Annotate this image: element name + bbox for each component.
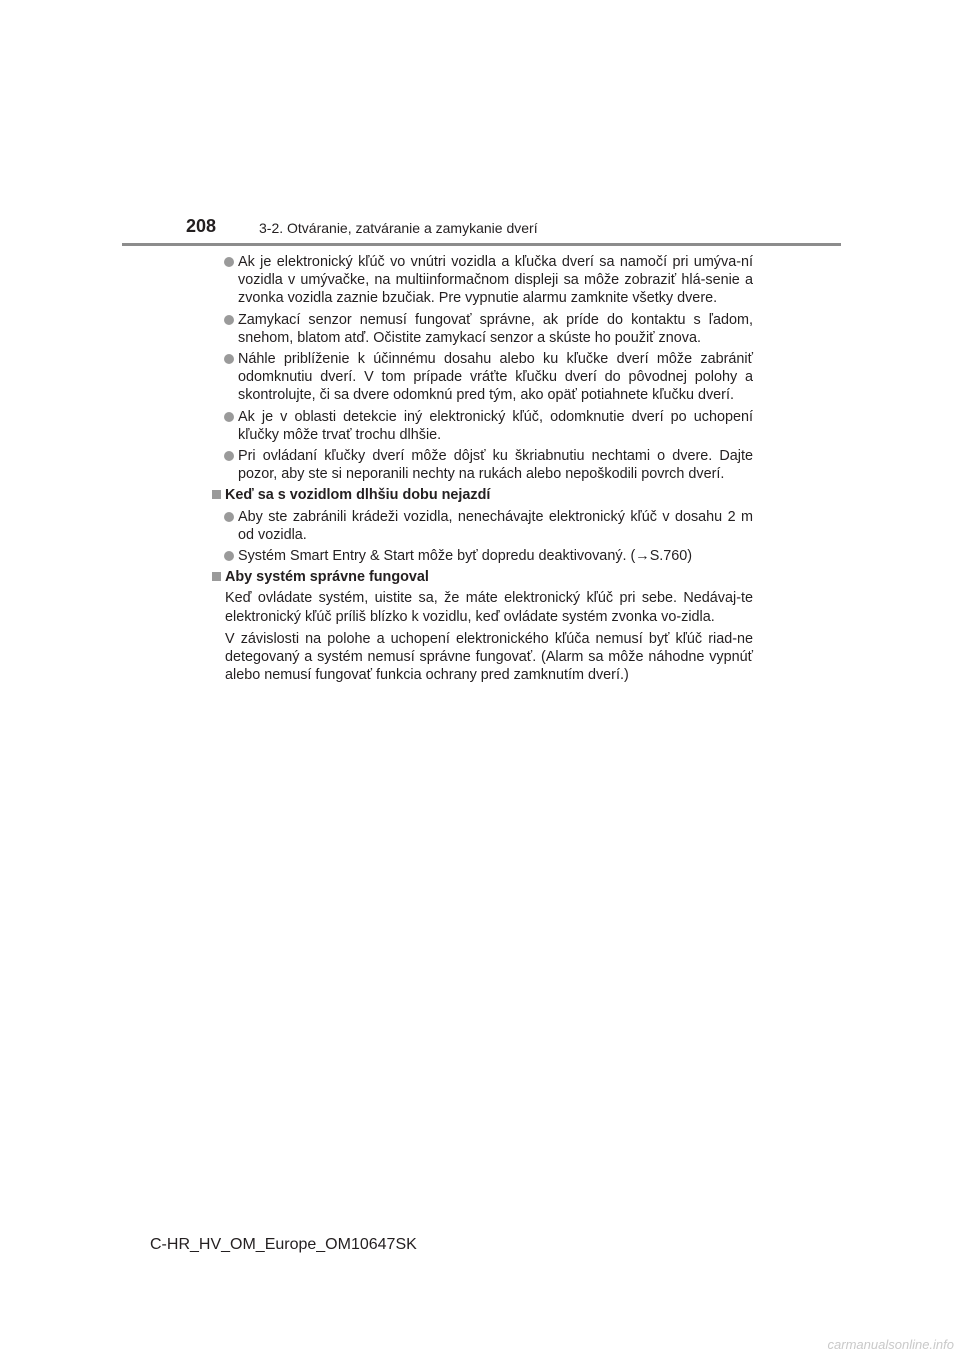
subsection-heading-text: Aby systém správne fungoval [225, 569, 429, 586]
page-header [0, 0, 960, 250]
list-item [212, 311, 753, 347]
bullet-icon [224, 551, 234, 561]
watermark: carmanualsonline.info [827, 1337, 954, 1352]
list-item [212, 350, 753, 405]
paragraph: V závislosti na polohe a uchopení elektronického kľúča nemusí byť kľúč riad-ne detegovaný a systém nemusí správne fungovať. (Alarm sa môže náhodne vypnúť alebo nemusí fungovať funkcia ochrany pred zamknutím dverí.) [225, 630, 753, 684]
list-item-text: Zamykací senzor nemusí fungovať správne, ak príde do kontaktu s ľadom, snehom, blatom atď. Očistite zamykací senzor a skúste ho použiť znova. [238, 311, 753, 346]
bullet-icon [224, 354, 234, 364]
page-number: 208 [186, 216, 217, 236]
list-item [212, 408, 753, 444]
list-item-text: Náhle priblíženie k účinnému dosahu alebo ku kľučke dverí môže zabrániť odomknutiu dverí. V tom prípade vráťte kľučku dverí do pôvodnej polohy a skontrolujte, či sa dvere odomknú pred tým, ako opäť potiahnete kľučku dverí. [238, 351, 753, 404]
square-bullet-icon [212, 572, 221, 581]
section-title: 3-2. Otváranie, zatváranie a zamykanie dverí [259, 220, 538, 236]
list-item-text: Pri ovládaní kľučky dverí môže dôjsť ku škriabnutiu nechtami o dvere. Dajte pozor, aby ste si neporanili nechty na rukách alebo nepoškodili povrch dverí. [238, 448, 753, 483]
list-item-text: Ak je v oblasti detekcie iný elektronický kľúč, odomknutie dverí po uchopení kľučky môže trvať trochu dlhšie. [238, 408, 753, 443]
subsection-heading-text: Keď sa s vozidlom dlhšiu dobu nejazdí [225, 487, 491, 504]
list-item-text: Aby ste zabránili krádeži vozidla, nenechávajte elektronický kľúč v dosahu 2 m od vozidla. [238, 508, 753, 543]
bullet-icon [224, 412, 234, 422]
subsection-heading [212, 568, 753, 586]
bullet-icon [224, 451, 234, 461]
list-item [212, 547, 753, 565]
header-divider [122, 243, 841, 246]
list-item-text: Systém Smart Entry & Start môže byť dopredu deaktivovaný. (→S.760) [238, 548, 693, 565]
main-content [212, 253, 753, 688]
square-bullet-icon [212, 490, 221, 499]
list-item [212, 253, 753, 308]
paragraph: Keď ovládate systém, uistite sa, že máte elektronický kľúč pri sebe. Nedávaj-te elektronický kľúč príliš blízko k vozidlu, keď ovládate systém zvonka vo-zidla. [225, 590, 753, 625]
bullet-icon [224, 257, 234, 267]
bullet-icon [224, 512, 234, 522]
bullet-icon [224, 315, 234, 325]
list-item-text: Ak je elektronický kľúč vo vnútri vozidla a kľučka dverí sa namočí pri umýva-ní vozidla v umývačke, na multiinformačnom displeji sa môže zobraziť hlá-senie a zvonka vozidla zaznie bzučiak. Pre vypnutie alarmu zamknite všetky dvere. [238, 254, 753, 307]
subsection-heading [212, 486, 753, 504]
list-item [212, 447, 753, 483]
document-code: C-HR_HV_OM_Europe_OM10647SK [150, 1236, 417, 1253]
list-item [212, 508, 753, 544]
